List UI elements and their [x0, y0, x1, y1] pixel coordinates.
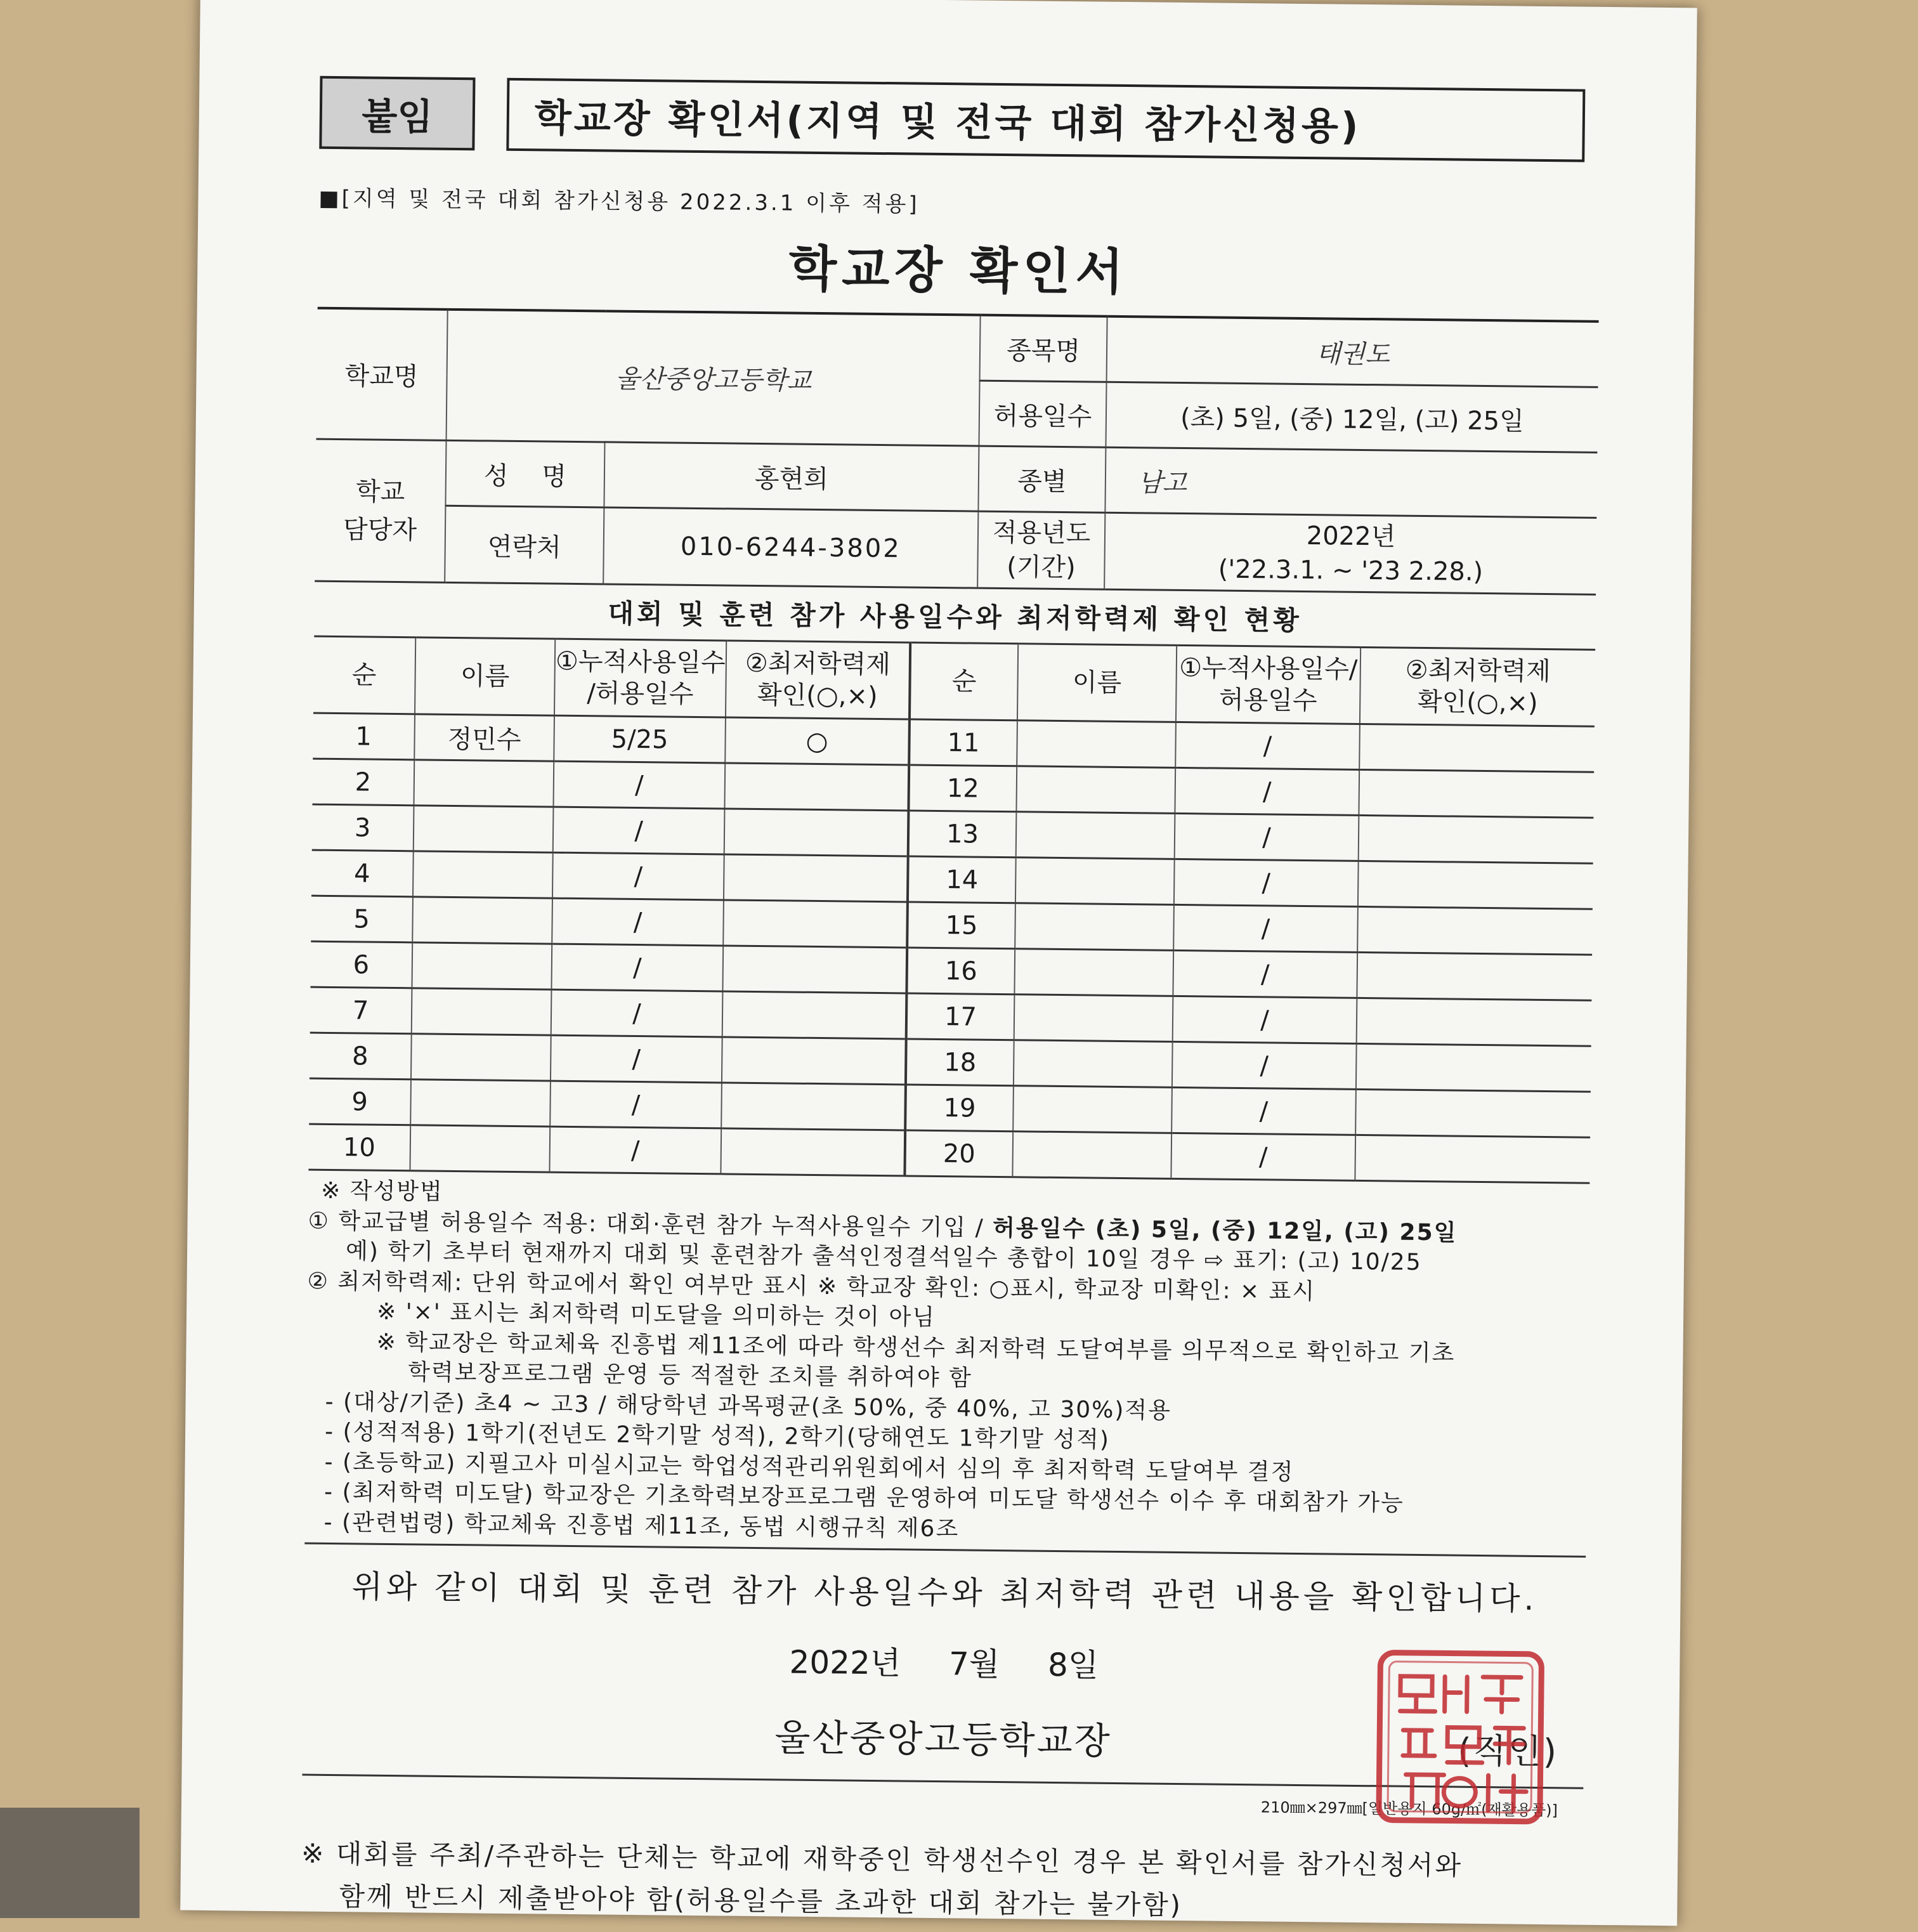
- period-value: ('22.3.1. ~ '23 2.28.): [1218, 554, 1484, 587]
- academic-check-right: [1359, 815, 1594, 863]
- academic-check-left: ○: [725, 717, 910, 765]
- note-item-2-remark-2-cont: 학력보장프로그램 운영 등 적절한 조치를 취하여야 함: [407, 1359, 973, 1392]
- roster-header-row: [313, 636, 1595, 726]
- academic-check-right: [1357, 998, 1592, 1046]
- days-used-left: /: [552, 852, 724, 900]
- roster-body: [308, 713, 1594, 1183]
- row-number-right: 11: [909, 719, 1017, 766]
- academic-check-left: [722, 1037, 906, 1085]
- days-used-left: /: [551, 989, 723, 1037]
- student-name-right: [1015, 903, 1174, 951]
- row-number-right: 16: [906, 948, 1015, 995]
- days-used-left: /: [551, 1035, 722, 1083]
- section-title: 대회 및 훈련 참가 사용일수와 최저학력제 확인 현황: [608, 597, 1303, 636]
- days-used-right: /: [1175, 722, 1360, 769]
- instructions: [304, 1176, 1589, 1551]
- days-used-left: /: [552, 898, 724, 946]
- category-label: 종별: [978, 446, 1106, 512]
- confirmation-text: 위와 같이 대회 및 훈련 참가 사용일수와 최저학력 관련 내용을 확인합니다.: [351, 1568, 1538, 1618]
- student-name-right: [1014, 949, 1173, 996]
- academic-check-right: [1356, 1043, 1591, 1092]
- date-year: 2022년: [789, 1643, 901, 1682]
- academic-check-left: [721, 1083, 906, 1130]
- seal-label: (직인): [1458, 1730, 1559, 1772]
- date-month: 7월: [948, 1645, 1000, 1683]
- row-number-left: 4: [311, 850, 414, 897]
- name-value: 홍현희: [604, 442, 979, 511]
- roster-table: [308, 636, 1595, 1184]
- paper-spec: 210㎜×297㎜[일반용지 60g/㎡(재활용품)]: [1260, 1798, 1558, 1820]
- note-dash-3: - (초등학교) 지필고사 미실시교는 학업성적관리위원회에서 심의 후 최저학력 도달여부 결정: [324, 1449, 1295, 1485]
- note-dash-5: - (관련법령) 학교체육 진흥법 제11조, 동법 시행규칙 제6조: [323, 1509, 960, 1543]
- student-name-right: [1014, 1040, 1173, 1088]
- applies-note: ■[지역 및 전국 대회 참가신청용 2022.3.1 이후 적용]: [318, 185, 920, 218]
- year-label: 적용년도 (기간): [977, 511, 1105, 589]
- note-dash-1: - (대상/기준) 초4 ~ 고3 / 해당학년 과목평균(초 50%, 중 40%, 고 30%)적용: [325, 1388, 1172, 1424]
- row-number-right: 12: [908, 765, 1017, 812]
- main-title: 학교장 확인서: [788, 240, 1129, 302]
- document-page: [180, 0, 1697, 1926]
- row-number-right: 20: [904, 1130, 1013, 1177]
- student-name-right: [1013, 1086, 1172, 1133]
- days-used-left: /: [553, 761, 725, 809]
- days-used-right: /: [1173, 904, 1358, 952]
- days-used-left: /: [549, 1126, 721, 1174]
- note-dash-2: - (성적적용) 1학기(전년도 2학기말 성적), 2학기(당해연도 1학기말 성적): [324, 1419, 1111, 1453]
- sport-value: 태권도: [1107, 317, 1599, 388]
- academic-check-left: [721, 1128, 905, 1176]
- footnote-line-2: 함께 반드시 제출받아야 함(허용일수를 초과한 대회 참가는 불가함): [339, 1881, 1183, 1921]
- row-number-right: 19: [905, 1085, 1014, 1132]
- school-label: 학교명: [316, 308, 448, 441]
- document-title: 학교장 확인서(지역 및 전국 대회 참가신청용): [506, 78, 1585, 162]
- header-no-left: 순: [313, 636, 415, 714]
- student-name-right: [1012, 1132, 1171, 1179]
- official-seal-stamp: [1374, 1647, 1547, 1827]
- academic-check-right: [1357, 952, 1592, 1000]
- student-name-right: [1015, 858, 1175, 905]
- row-number-left: 8: [310, 1033, 412, 1080]
- row-number-left: 5: [311, 896, 413, 943]
- allowed-days-label: 허용일수: [979, 381, 1106, 447]
- academic-check-left: [724, 809, 909, 856]
- manager-label: 학교 담당자: [315, 439, 446, 582]
- student-name-left: [410, 1125, 550, 1172]
- contact-value: 010-6244-3802: [603, 507, 978, 588]
- header-name-left: 이름: [415, 637, 555, 715]
- academic-check-right: [1359, 769, 1594, 818]
- days-used-right: /: [1175, 767, 1359, 815]
- school-value: 울산중앙고등학교: [447, 310, 981, 446]
- student-name-left: 정민수: [414, 714, 554, 761]
- year-cell: [1104, 512, 1596, 594]
- academic-check-left: [724, 854, 908, 902]
- student-name-left: [411, 1034, 551, 1081]
- row-number-left: 2: [312, 759, 414, 806]
- info-table: [315, 307, 1598, 596]
- student-name-left: [412, 943, 552, 989]
- days-used-right: /: [1175, 813, 1359, 861]
- academic-check-left: [724, 763, 909, 811]
- student-name-left: [413, 851, 553, 898]
- note-item-2: ② 최저학력제: 단위 학교에서 확인 여부만 표시 ※ 학교장 확인: ○표시, 학교장 미확인: × 표시: [307, 1268, 1316, 1305]
- academic-check-right: [1359, 724, 1595, 772]
- contact-label: 연락처: [445, 506, 604, 584]
- row-number-right: 18: [906, 1039, 1014, 1086]
- academic-check-right: [1355, 1135, 1590, 1183]
- category-value: 남고: [1105, 447, 1597, 518]
- student-name-right: [1016, 766, 1175, 814]
- days-used-left: /: [551, 944, 723, 991]
- row-number-left: 9: [309, 1078, 411, 1125]
- row-number-right: 15: [907, 902, 1015, 949]
- days-used-right: /: [1172, 1041, 1357, 1089]
- row-number-left: 6: [310, 941, 412, 988]
- student-name-right: [1017, 721, 1176, 768]
- days-used-left: /: [553, 807, 725, 854]
- note-dash-4: - (최저학력 미도달) 학교장은 기초학력보장프로그램 운영하여 미도달 학생선수 이수 후 대회참가 가능: [323, 1479, 1405, 1517]
- header-check-right: ②최저학력제 확인(○,×): [1360, 647, 1595, 726]
- date-day: 8일: [1047, 1647, 1099, 1684]
- name-label: 성 명: [445, 440, 604, 507]
- header-days-right: ①누적사용일수/ 허용일수: [1176, 645, 1360, 724]
- days-used-right: /: [1171, 1133, 1355, 1180]
- document-header: [319, 76, 1601, 166]
- row-number-left: 10: [308, 1124, 410, 1171]
- note-item-1-text: ① 학교급별 허용일수 적용: 대회·훈련 참가 누적사용일수 기입 /: [308, 1208, 993, 1241]
- student-name-left: [414, 806, 554, 852]
- allowed-days-value: (초) 5일, (중) 12일, (고) 25일: [1106, 382, 1598, 452]
- days-used-left: /: [550, 1081, 722, 1128]
- row-number-left: 1: [313, 713, 415, 760]
- student-name-left: [412, 897, 552, 944]
- attachment-label: 붙임: [319, 76, 475, 151]
- student-name-left: [414, 760, 554, 807]
- days-used-right: /: [1174, 859, 1359, 906]
- student-name-left: [412, 988, 552, 1035]
- footnote: [301, 1832, 1582, 1931]
- sport-label: 종목명: [980, 315, 1107, 382]
- academic-check-left: [722, 946, 907, 993]
- note-item-1-example: 예) 학기 초부터 현재까지 대회 및 훈련참가 출석인정결석일수 총합이 10일 경우 ⇨ 표기: (고) 10/25: [345, 1238, 1422, 1276]
- note-item-2-remark-2: ※ 학교장은 학교체육 진흥법 제11조에 따라 학생선수 최저학력 도달여부를 의무적으로 확인하고 기초: [376, 1329, 1456, 1367]
- principal-name: 울산중앙고등학교장: [774, 1716, 1112, 1763]
- academic-check-left: [723, 900, 908, 948]
- row-number-left: 3: [312, 804, 414, 851]
- days-used-left: 5/25: [554, 715, 726, 763]
- days-used-right: /: [1171, 1087, 1356, 1135]
- academic-check-right: [1357, 906, 1593, 955]
- year-value: 2022년: [1306, 521, 1396, 552]
- note-item-1-bold: 허용일수 (초) 5일, (중) 12일, (고) 25일: [992, 1215, 1458, 1246]
- academic-check-left: [722, 991, 907, 1039]
- header-check-left: ②최저학력제 확인(○,×): [726, 641, 910, 719]
- days-used-right: /: [1173, 996, 1357, 1043]
- academic-check-right: [1355, 1089, 1591, 1137]
- student-name-left: [410, 1080, 551, 1126]
- row-number-right: 13: [908, 811, 1017, 858]
- header-no-right: 순: [910, 643, 1018, 721]
- student-name-right: [1016, 812, 1175, 859]
- row-number-right: 17: [906, 993, 1015, 1040]
- days-used-right: /: [1173, 950, 1357, 998]
- student-name-right: [1014, 995, 1173, 1042]
- header-name-right: 이름: [1017, 644, 1177, 722]
- academic-check-right: [1358, 861, 1593, 909]
- note-item-2-remark-1: ※ '×' 표시는 최저학력 미도달을 의미하는 것이 아님: [376, 1298, 936, 1331]
- notes-heading: ※ 작성방법: [320, 1177, 444, 1205]
- desk-edge: [0, 1808, 140, 1918]
- row-number-right: 14: [908, 856, 1016, 903]
- header-days-left: ①누적사용일수 /허용일수: [554, 639, 726, 717]
- row-number-left: 7: [310, 987, 412, 1034]
- footnote-line-1: ※ 대회를 주최/주관하는 단체는 학교에 재학중인 학생선수인 경우 본 확인서를 참가신청서와: [301, 1837, 1463, 1881]
